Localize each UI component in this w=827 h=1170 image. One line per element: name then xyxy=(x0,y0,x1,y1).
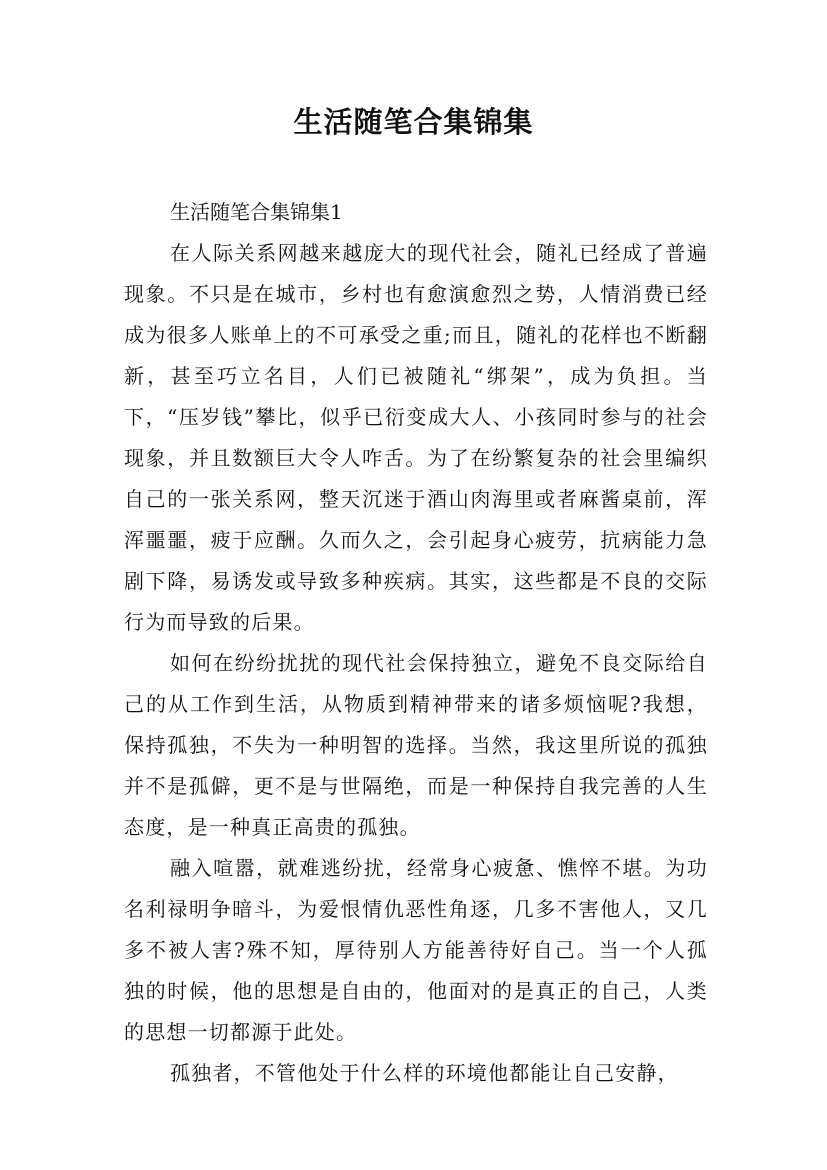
section-subtitle: 生活随笔合集锦集1 xyxy=(170,200,343,224)
paragraph-2: 如何在纷纷扰扰的现代社会保持独立，避免不良交际给自己的从工作到生活，从物质到精神带来的诸多烦恼呢?我想，保持孤独，不失为一种明智的选择。当然，我这里所说的孤独并不是孤僻，更不是与世隔绝，而是一种保持自我完善的人生态度，是一种真正高贵的孤独。 xyxy=(124,651,708,839)
paragraph-3: 融入喧嚣，就难逃纷扰，经常身心疲惫、憔悴不堪。为功名利禄明争暗斗，为爱恨情仇恶性角逐，几多不害他人，又几多不被人害?殊不知，厚待别人方能善待好自己。当一个人孤独的时候，他的思想是自由的，他面对的是真正的自己，人类的思想一切都源于此处。 xyxy=(124,856,708,1044)
paragraph-1: 在人际关系网越来越庞大的现代社会，随礼已经成了普遍现象。不只是在城市，乡村也有愈演愈烈之势，人情消费已经成为很多人账单上的不可承受之重;而且，随礼的花样也不断翻新，甚至巧立名目，人们已被随礼“绑架”，成为负担。当下，“压岁钱”攀比，似乎已衍变成大人、小孩同时参与的社会现象，并且数额巨大令人咋舌。为了在纷繁复杂的社会里编织自己的一张关系网，整天沉迷于酒山肉海里或者麻酱桌前，浑浑噩噩，疲于应酬。久而久之，会引起身心疲劳，抗病能力急剧下降，易诱发或导致多种疾病。其实，这些都是不良的交际行为而导致的后果。 xyxy=(124,241,708,634)
paragraph-4: 孤独者，不管他处于什么样的环境他都能让自己安静， xyxy=(170,1061,679,1085)
document-body xyxy=(124,192,708,1094)
document-title: 生活随笔合集锦集 xyxy=(293,105,534,139)
